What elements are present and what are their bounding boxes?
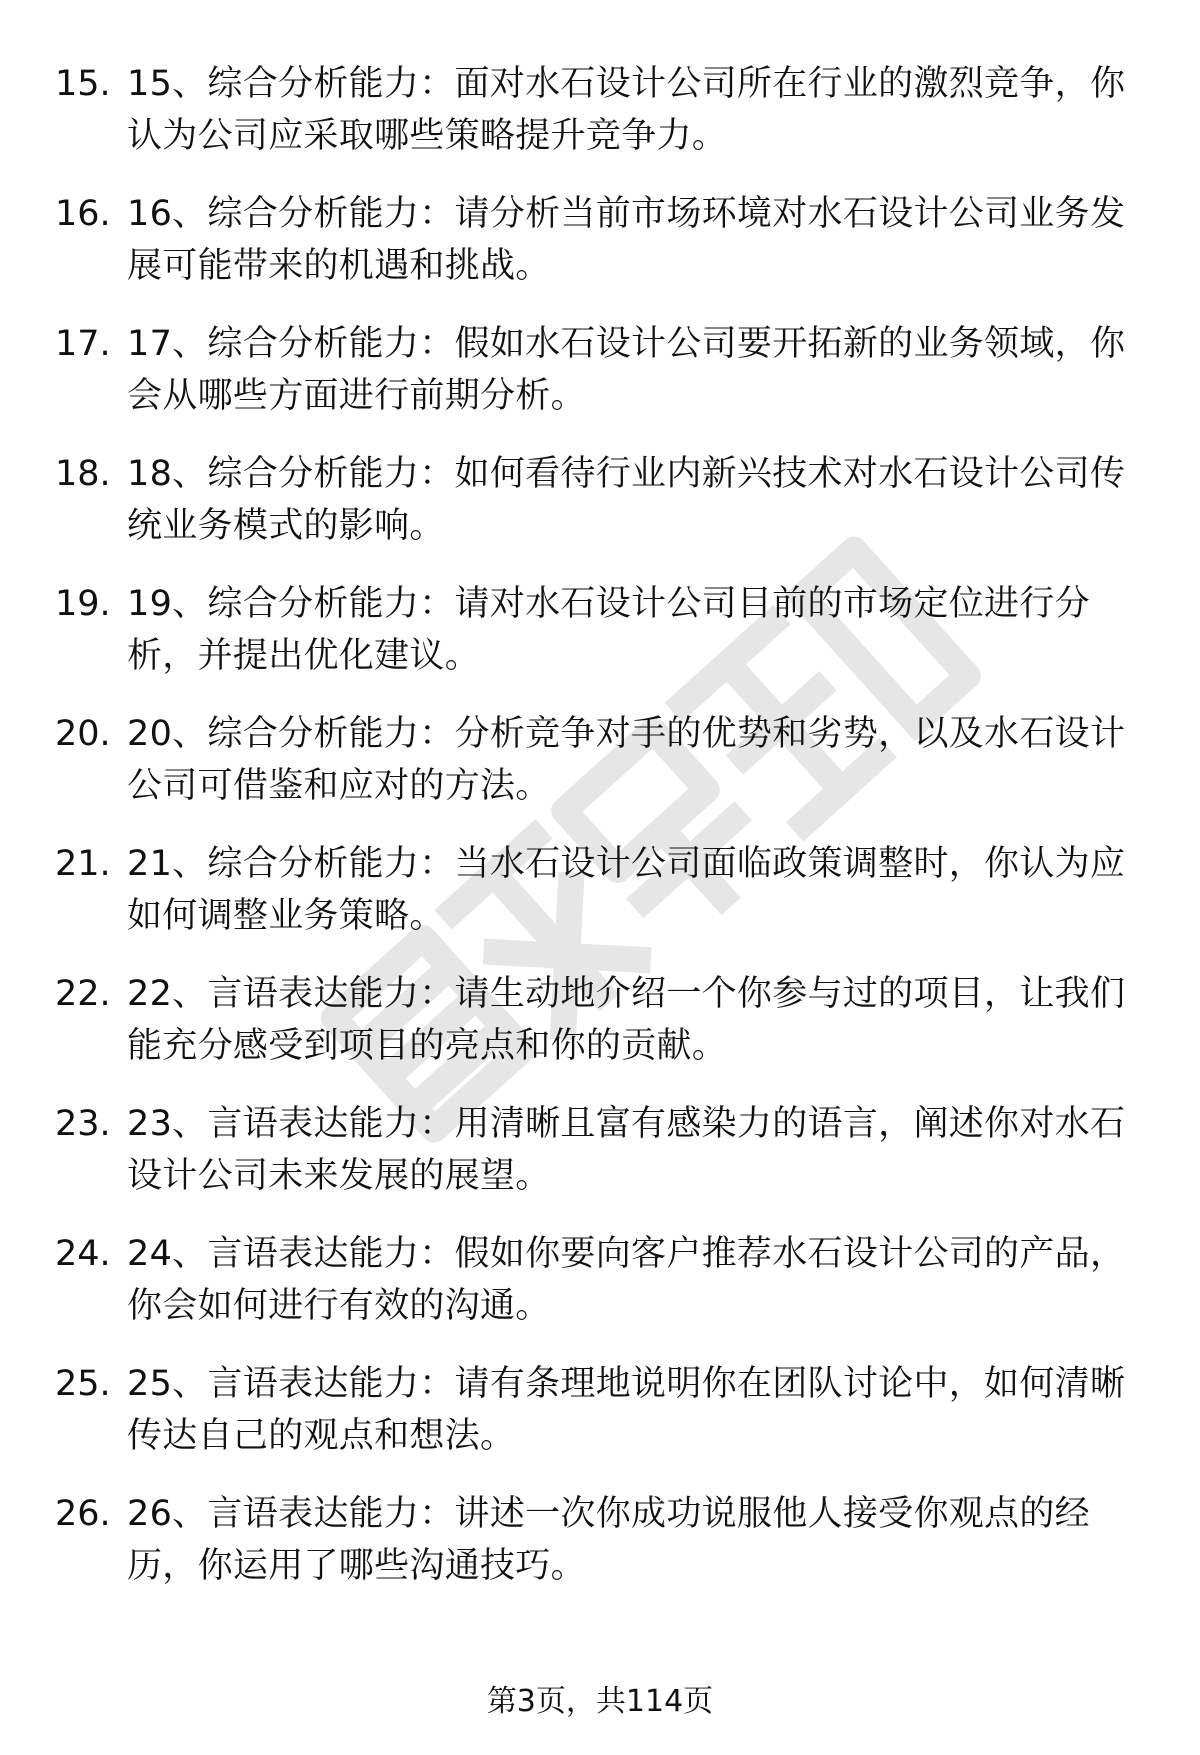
- list-item: [0, 1098, 1200, 1228]
- item-number: 18.: [55, 454, 111, 494]
- item-number: 21.: [55, 844, 111, 884]
- item-text: 16、综合分析能力：请分析当前市场环境对水石设计公司业务发展可能带来的机遇和挑战。: [127, 194, 1126, 286]
- item-text: 24、言语表达能力：假如你要向客户推荐水石设计公司的产品，你会如何进行有效的沟通。: [127, 1234, 1126, 1326]
- item-text: 25、言语表达能力：请有条理地说明你在团队讨论中，如何清晰传达自己的观点和想法。: [127, 1364, 1126, 1456]
- item-text: 22、言语表达能力：请生动地介绍一个你参与过的项目，让我们能充分感受到项目的亮点和你的贡献。: [127, 974, 1126, 1066]
- list-item: [0, 1488, 1200, 1618]
- item-number: 20.: [55, 714, 111, 754]
- item-text: 23、言语表达能力：用清晰且富有感染力的语言，阐述你对水石设计公司未来发展的展望。: [127, 1104, 1126, 1196]
- item-text: 17、综合分析能力：假如水石设计公司要开拓新的业务领域，你会从哪些方面进行前期分析。: [127, 324, 1126, 416]
- item-number: 26.: [55, 1494, 111, 1534]
- item-text: 15、综合分析能力：面对水石设计公司所在行业的激烈竞争，你认为公司应采取哪些策略提升竞争力。: [127, 64, 1126, 156]
- list-item: [0, 58, 1200, 188]
- list-item: [0, 188, 1200, 318]
- item-number: 22.: [55, 974, 111, 1014]
- item-text: 18、综合分析能力：如何看待行业内新兴技术对水石设计公司传统业务模式的影响。: [127, 454, 1126, 546]
- list-item: [0, 448, 1200, 578]
- item-number: 19.: [55, 584, 111, 624]
- item-text: 26、言语表达能力：讲述一次你成功说服他人接受你观点的经历，你运用了哪些沟通技巧。: [127, 1494, 1090, 1586]
- page-footer: 第3页，共114页: [486, 1684, 714, 1719]
- item-number: 24.: [55, 1234, 111, 1274]
- item-number: 25.: [55, 1364, 111, 1404]
- item-number: 23.: [55, 1104, 111, 1144]
- list-item: [0, 1228, 1200, 1358]
- list-item: [0, 968, 1200, 1098]
- item-text: 21、综合分析能力：当水石设计公司面临政策调整时，你认为应如何调整业务策略。: [127, 844, 1126, 936]
- list-item: [0, 838, 1200, 968]
- list-item: [0, 578, 1200, 708]
- list-item: [0, 708, 1200, 838]
- list-item: [0, 318, 1200, 448]
- item-text: 19、综合分析能力：请对水石设计公司目前的市场定位进行分析，并提出优化建议。: [127, 584, 1090, 676]
- item-text: 20、综合分析能力：分析竞争对手的优势和劣势，以及水石设计公司可借鉴和应对的方法。: [127, 714, 1126, 806]
- item-number: 17.: [55, 324, 111, 364]
- list-item: [0, 1358, 1200, 1488]
- item-number: 16.: [55, 194, 111, 234]
- question-list: [0, 58, 1200, 1618]
- item-number: 15.: [55, 64, 111, 104]
